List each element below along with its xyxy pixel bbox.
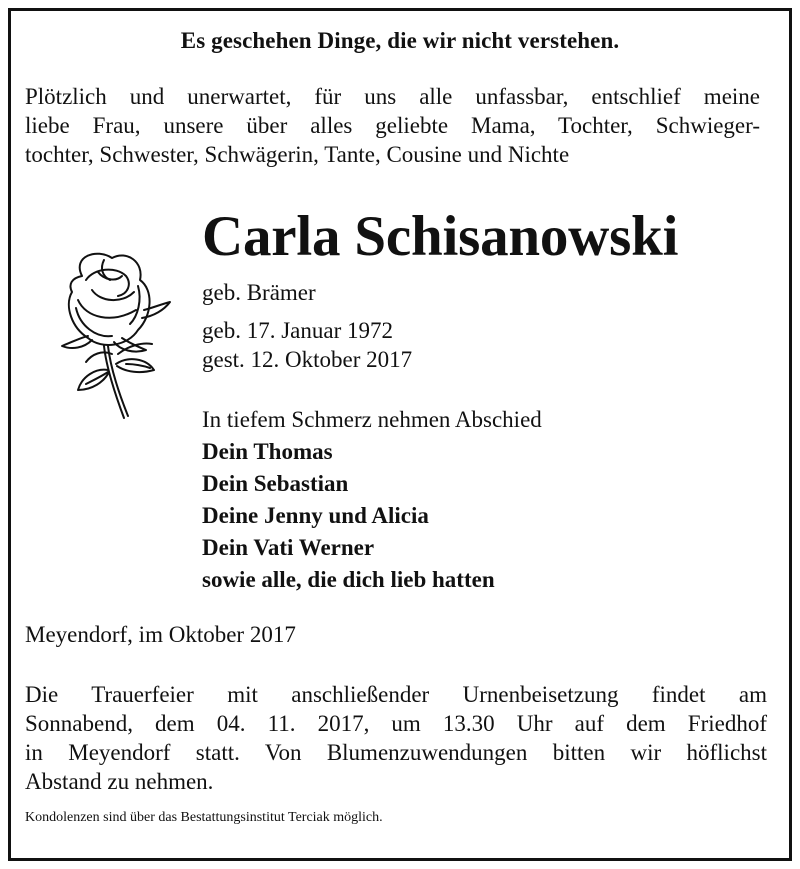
intro-line-3: tochter, Schwester, Schwägerin, Tante, Cousine und Nichte bbox=[25, 142, 570, 167]
mourner-name: sowie alle, die dich lieb hatten bbox=[202, 567, 495, 592]
funeral-service-paragraph bbox=[25, 680, 767, 796]
mourner-name: Dein Sebastian bbox=[202, 471, 349, 496]
intro-line-2: liebe Frau, unsere über alles geliebte Mama, Tochter, Schwieger- bbox=[25, 113, 760, 138]
service-line-1: Die Trauerfeier mit anschließender Urnenbeisetzung findet am bbox=[25, 682, 767, 707]
maiden-name: geb. Brämer bbox=[202, 280, 316, 305]
deceased-name: Carla Schisanowski bbox=[202, 205, 679, 268]
birth-date: geb. 17. Januar 1972 bbox=[202, 318, 393, 343]
rose-icon bbox=[42, 246, 182, 422]
intro-line-1: Plötzlich und unerwartet, für uns alle unfassbar, entschlief meine bbox=[25, 84, 760, 109]
place-and-date: Meyendorf, im Oktober 2017 bbox=[25, 622, 296, 647]
mourner-name: Dein Thomas bbox=[202, 439, 333, 464]
mourner-name: Deine Jenny und Alicia bbox=[202, 503, 429, 528]
service-line-4: Abstand zu nehmen. bbox=[25, 769, 214, 794]
birth-death-details bbox=[202, 278, 412, 374]
spacer bbox=[202, 307, 412, 316]
mourners-intro: In tiefem Schmerz nehmen Abschied bbox=[202, 407, 542, 432]
motto-heading: Es geschehen Dinge, die wir nicht verstehen. bbox=[180, 28, 620, 53]
mourners-block bbox=[202, 404, 542, 596]
condolence-note: Kondolenzen sind über das Bestattungsinstitut Terciak möglich. bbox=[25, 810, 383, 825]
service-line-2: Sonnabend, dem 04. 11. 2017, um 13.30 Uhr auf dem Friedhof bbox=[25, 711, 767, 736]
service-line-3: in Meyendorf statt. Von Blumenzuwendungen bitten wir höflichst bbox=[25, 740, 767, 765]
mourner-name: Dein Vati Werner bbox=[202, 535, 375, 560]
death-date: gest. 12. Oktober 2017 bbox=[202, 347, 413, 372]
intro-paragraph bbox=[25, 82, 760, 169]
